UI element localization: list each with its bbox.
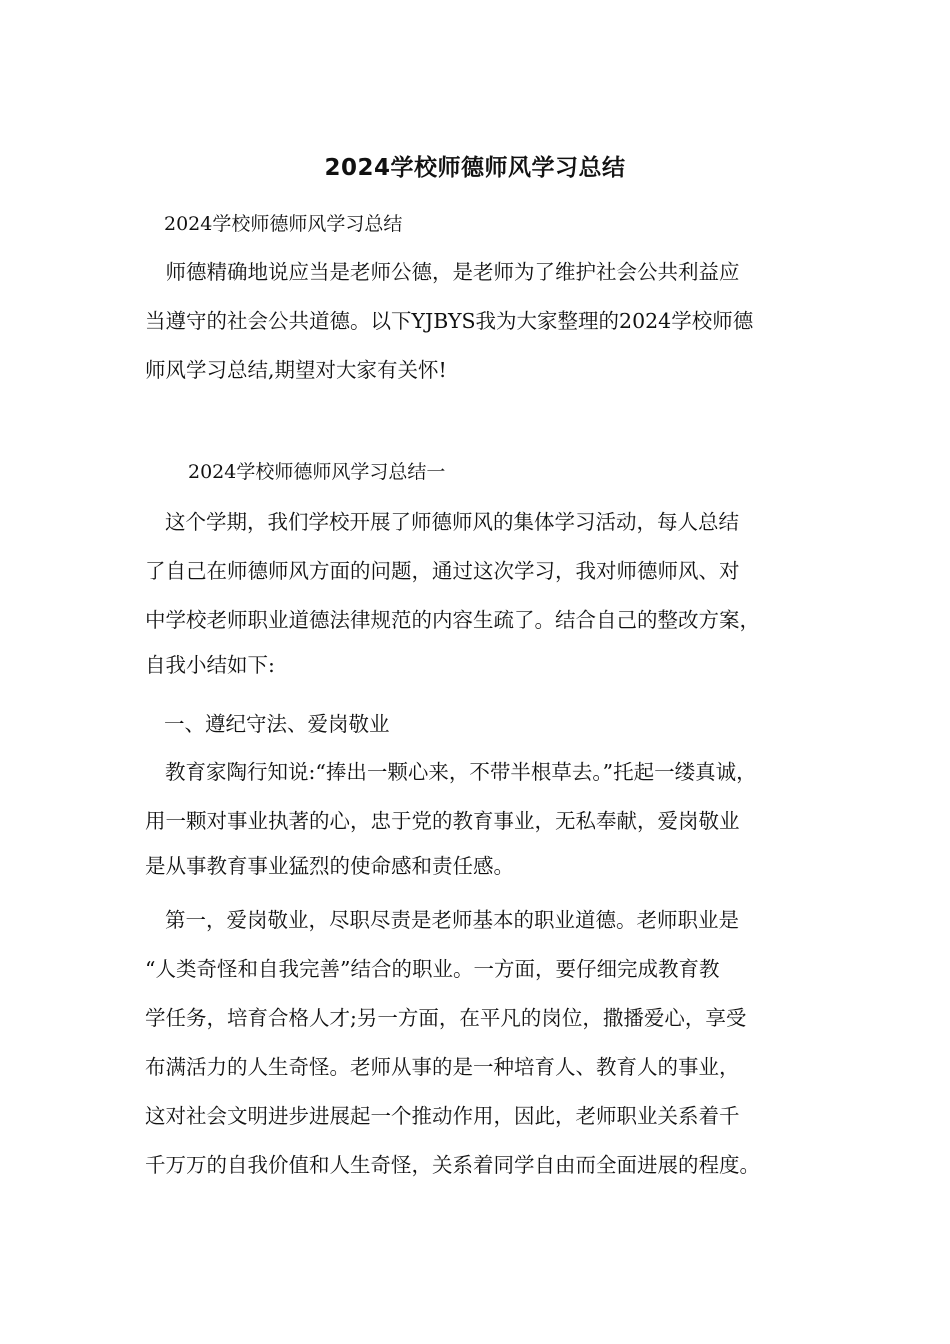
intro-line: 师风学习总结,期望对大家有关怀! bbox=[145, 358, 447, 382]
paragraph-line: 是从事教育事业猛烈的使命感和责任感。 bbox=[145, 854, 514, 878]
paragraph-line: 用一颗对事业执著的心，忠于党的教育事业，无私奉献，爱岗敬业 bbox=[145, 809, 740, 833]
section-title: 2024学校师德师风学习总结一 bbox=[188, 461, 446, 483]
paragraph-line: 中学校老师职业道德法律规范的内容生疏了。结合自己的整改方案， bbox=[145, 608, 760, 632]
heading-1: 一、遵纪守法、爱岗敬业 bbox=[164, 712, 390, 736]
paragraph-line: “人类奇怪和自我完善”结合的职业。一方面，要仔细完成教育教 bbox=[145, 957, 720, 981]
paragraph-line: 教育家陶行知说:“捧出一颗心来，不带半根草去。”托起一缕真诚， bbox=[165, 760, 757, 784]
paragraph-line: 第一，爱岗敬业，尽职尽责是老师基本的职业道德。老师职业是 bbox=[165, 908, 739, 932]
paragraph-line: 自我小结如下: bbox=[145, 653, 275, 677]
intro-line: 当遵守的社会公共道德。以下YJBYS我为大家整理的2024学校师德 bbox=[145, 309, 754, 333]
paragraph-2 bbox=[145, 748, 825, 886]
paragraph-1 bbox=[145, 498, 825, 685]
document-subtitle: 2024学校师德师风学习总结 bbox=[164, 213, 403, 235]
intro-line: 师德精确地说应当是老师公德，是老师为了维护社会公共利益应 bbox=[145, 260, 740, 284]
paragraph-line: 千万万的自我价值和人生奇怪，关系着同学自由而全面进展的程度。 bbox=[145, 1153, 760, 1177]
paragraph-line: 了自己在师德师风方面的问题，通过这次学习，我对师德师风、对 bbox=[145, 559, 740, 583]
paragraph-line: 布满活力的人生奇怪。老师从事的是一种培育人、教育人的事业， bbox=[145, 1055, 740, 1079]
paragraph-3 bbox=[145, 896, 825, 1190]
document-title: 2024学校师德师风学习总结 bbox=[324, 155, 626, 181]
paragraph-line: 学任务，培育合格人才;另一方面，在平凡的岗位，撒播爱心，享受 bbox=[145, 1006, 747, 1030]
paragraph-line: 这对社会文明进步进展起一个推动作用，因此，老师职业关系着千 bbox=[145, 1104, 740, 1128]
intro-paragraph bbox=[145, 248, 825, 395]
paragraph-line: 这个学期，我们学校开展了师德师风的集体学习活动，每人总结 bbox=[165, 510, 739, 534]
